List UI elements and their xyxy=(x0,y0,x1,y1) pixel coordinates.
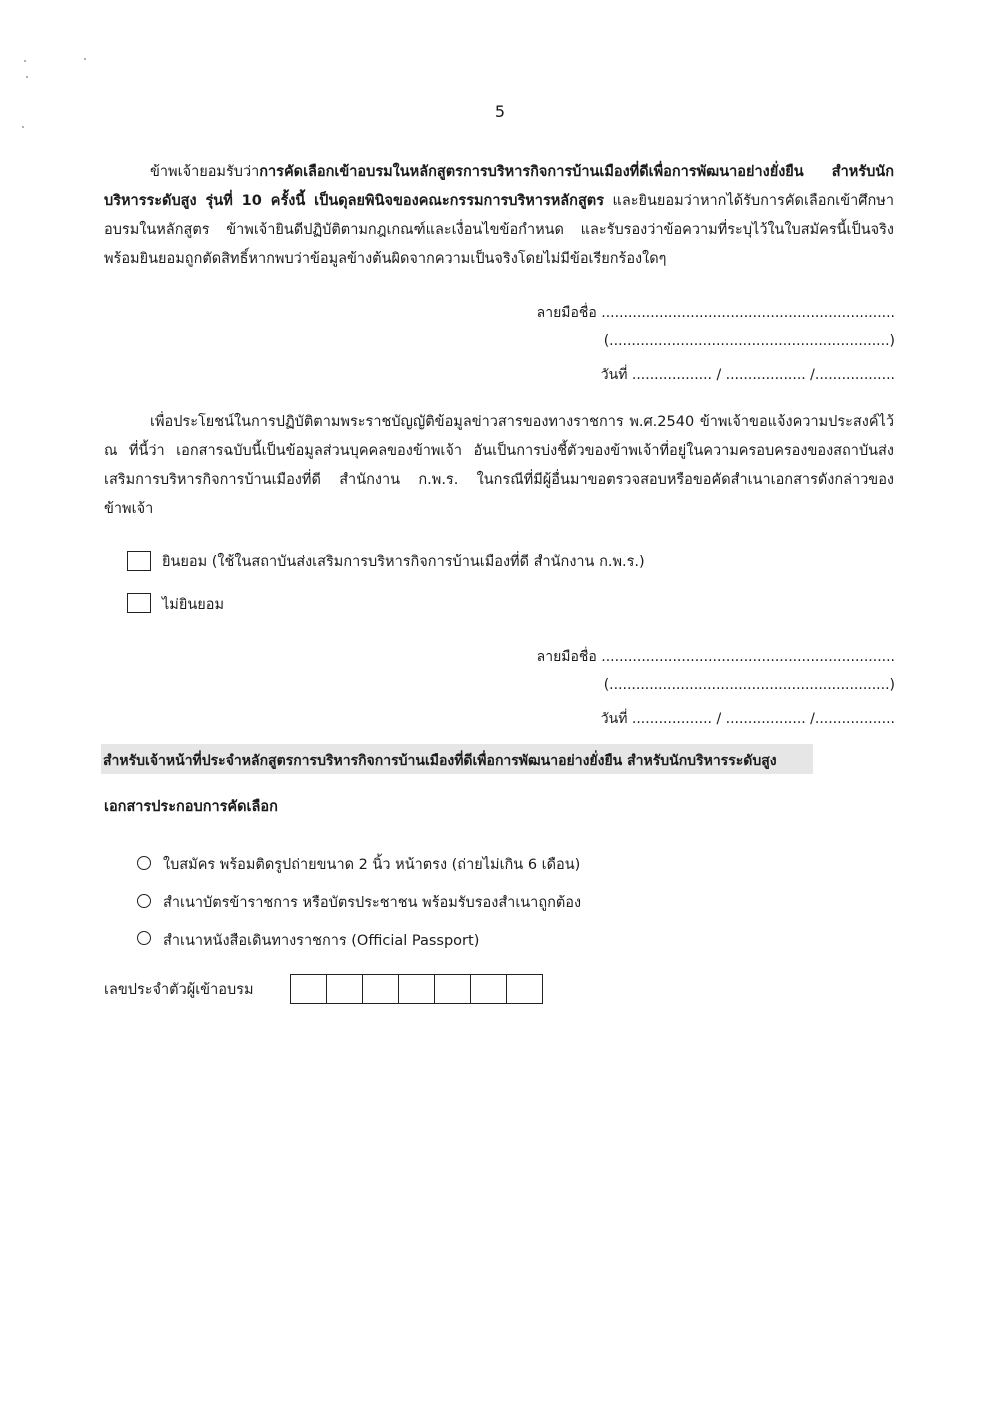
privacy-text: เพื่อประโยชน์ในการปฏิบัติตามพระราชบัญญัติข้อมูลข่าวสารของทางราชการ พ.ศ.2540 ข้าพเจ้าขอแจ้งความประสงค์ไว้ ณ ที่นี้ว่า เอกสารฉบับนี้เป็นข้อมูลส่วนบุคคลของข้าพเจ้า อันเป็นการบ่งชี้ตัวของข้าพเจ้าที่อยู่ในความครอบครองของสถาบันส่งเสริมการบริหารกิจการบ้านเมืองที่ดี สำนักงาน ก.พ.ร. ในกรณีที่มีผู้อื่นมาขอตรวจสอบหรือขอคัดสำเนาเอกสารดังกล่าวของข้าพเจ้า xyxy=(104,414,894,517)
scan-speck xyxy=(22,126,24,128)
signature-block-2 xyxy=(536,646,895,736)
documents-heading: เอกสารประกอบการคัดเลือก xyxy=(104,799,278,815)
participant-id-boxes xyxy=(290,974,543,1004)
consent-intro: ข้าพเจ้ายอมรับว่า xyxy=(150,164,260,180)
scan-speck xyxy=(26,76,28,78)
scan-speck xyxy=(84,58,86,60)
date-line[interactable]: วันที่ .................. / .................. /.................. xyxy=(600,367,895,383)
decline-option-label: ไม่ยินยอม xyxy=(162,597,225,613)
signature-line[interactable]: ลายมือชื่อ .................................................................. xyxy=(536,305,895,321)
name-line[interactable]: (...............................................................) xyxy=(603,677,895,693)
participant-id-label: เลขประจำตัวผู้เข้าอบรม xyxy=(104,982,254,998)
document-item-label: สำเนาหนังสือเดินทางราชการ (Official Passport) xyxy=(163,933,480,949)
document-item-label: ใบสมัคร พร้อมติดรูปถ่ายขนาด 2 นิ้ว หน้าตรง (ถ่ายไม่เกิน 6 เดือน) xyxy=(163,857,581,873)
signature-line[interactable]: ลายมือชื่อ .................................................................. xyxy=(536,649,895,665)
decline-checkbox[interactable] xyxy=(127,593,151,613)
officer-section-title: สำหรับเจ้าหน้าที่ประจำหลักสูตรการบริหารกิจการบ้านเมืองที่ดีเพื่อการพัฒนาอย่างยั่งยืน สำหรับนักบริหารระดับสูง xyxy=(103,753,777,769)
participant-id-digit-box[interactable] xyxy=(471,975,507,1003)
participant-id-digit-box[interactable] xyxy=(435,975,471,1003)
signature-block-1 xyxy=(536,302,895,392)
participant-id-digit-box[interactable] xyxy=(363,975,399,1003)
consent-bold-text: การคัดเลือกเข้าอบรมในหลักสูตรการบริหารกิจการบ้านเมืองที่ดีเพื่อการพัฒนาอย่างยั่งยืน สำหรับนักบริหารระดับสูง รุ่นที่ 10 ครั้งนี้ เป็นดุลยพินิจของคณะกรรมการบริหารหลักสูตร xyxy=(104,164,894,209)
consent-option-label: ยินยอม (ใช้ในสถาบันส่งเสริมการบริหารกิจการบ้านเมืองที่ดี สำนักงาน ก.พ.ร.) xyxy=(162,554,645,570)
document-item-label: สำเนาบัตรข้าราชการ หรือบัตรประชาชน พร้อมรับรองสำเนาถูกต้อง xyxy=(163,895,582,911)
document-radio[interactable] xyxy=(137,931,151,945)
consent-checkbox[interactable] xyxy=(127,551,151,571)
page-number: 5 xyxy=(494,102,506,121)
privacy-paragraph xyxy=(104,408,894,524)
document-radio[interactable] xyxy=(137,856,151,870)
participant-id-digit-box[interactable] xyxy=(291,975,327,1003)
consent-rest: และยินยอมว่าหากได้รับการคัดเลือกเข้าศึกษาอบรมในหลักสูตร ข้าพเจ้ายินดีปฏิบัติตามกฎเกณฑ์และเงื่อนไขข้อกำหนด และรับรองว่าข้อความที่ระบุไว้ในใบสมัครนี้เป็นจริง พร้อมยินยอมถูกตัดสิทธิ์หากพบว่าข้อมูลข้างต้นผิดจากความเป็นจริงโดยไม่มีข้อเรียกร้องใดๆ xyxy=(104,193,894,267)
participant-id-digit-box[interactable] xyxy=(399,975,435,1003)
name-line[interactable]: (...............................................................) xyxy=(603,333,895,349)
date-line[interactable]: วันที่ .................. / .................. /.................. xyxy=(600,711,895,727)
participant-id-digit-box[interactable] xyxy=(507,975,542,1003)
participant-id-digit-box[interactable] xyxy=(327,975,363,1003)
consent-paragraph xyxy=(104,158,894,274)
scan-speck xyxy=(24,60,26,62)
document-radio[interactable] xyxy=(137,894,151,908)
